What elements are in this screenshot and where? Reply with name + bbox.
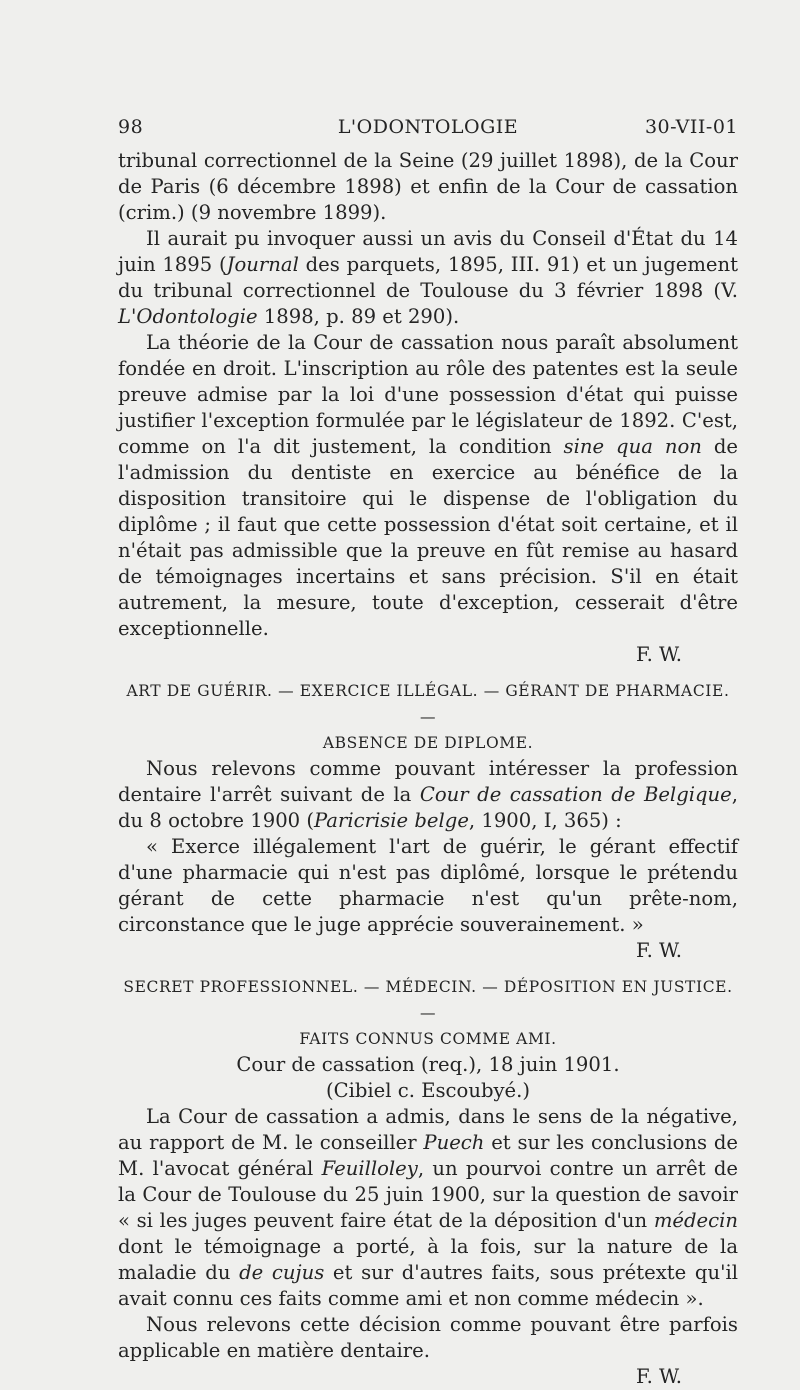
case-reference: (Cibiel c. Escoubyé.)	[325, 1079, 531, 1102]
signature: F. W.	[636, 939, 682, 962]
paragraph: La Cour de cassation a admis, dans le sens de la négative, au rapport de M. le conseiller Puech et sur les conclusions de M. l'avocat général Feuilloley, un pourvoi contre un arrêt de la Cour de Toulouse du 25 juin 1900, sur la question de savoir « si les juges peuvent faire état de la déposition d'un médecin dont le témoignage a porté, à la fois, sur la nature de la maladie du de cujus et sur d'autres faits, sous prétexte qu'il avait connu ces faits comme ami et non comme médecin ».	[118, 1105, 739, 1310]
paragraph: Il aurait pu invoquer aussi un avis du Conseil d'État du 14 juin 1895 (Journal des parquets, 1895, III. 91) et un jugement du tribunal correctionnel de Toulouse du 3 février 1898 (V. L'Odontologie 1898, p. 89 et 290).	[118, 227, 738, 328]
section-heading: ART DE GUÉRIR. — EXERCICE ILLÉGAL. — GÉRANT DE PHARMACIE. —	[126, 682, 730, 726]
running-header	[118, 116, 738, 142]
page-number: 98	[118, 116, 144, 138]
journal-title: L'ODONTOLOGIE	[337, 116, 519, 138]
section-heading: FAITS CONNUS COMME AMI.	[299, 1030, 557, 1048]
signature: F. W.	[636, 643, 682, 666]
case-reference: Cour de cassation (req.), 18 juin 1901.	[236, 1053, 620, 1076]
paragraph: Nous relevons comme pouvant intéresser la profession dentaire l'arrêt suivant de la Cour de cassation de Belgique, du 8 octobre 1900 (Paricrisie belge, 1900, I, 365) :	[118, 757, 739, 832]
issue-date: 30-VII-01	[644, 116, 738, 138]
section-heading: SECRET PROFESSIONNEL. — MÉDECIN. — DÉPOSITION EN JUSTICE. —	[123, 978, 733, 1022]
paragraph: La théorie de la Cour de cassation nous paraît absolument fondée en droit. L'inscription au rôle des patentes est la seule preuve admise par la loi d'une possession d'état qui puisse justifier l'exception formulée par le législateur de 1892. C'est, comme on l'a dit justement, la condition sine qua non de l'admission du dentiste en exercice au bénéfice de la disposition transitoire qui le dispense de l'obligation du diplôme ; il faut que cette possession d'état soit certaine, et il n'était pas admissible que la preuve en fût remise au hasard de témoignages incertains et sans précision. S'il en était autrement, la mesure, toute d'exception, cesserait d'être exceptionnelle.	[118, 331, 739, 640]
paragraph: tribunal correctionnel de la Seine (29 juillet 1898), de la Cour de Paris (6 décembre 1898) et enfin de la Cour de cassation (crim.) (9 novembre 1899).	[118, 149, 738, 224]
signature: F. W.	[636, 1365, 682, 1388]
paragraph: « Exerce illégalement l'art de guérir, le gérant effectif d'une pharmacie qui n'est pas diplômé, lorsque le prétendu gérant de cette pharmacie n'est qu'un prête-nom, circonstance que le juge apprécie souverainement. »	[118, 835, 738, 936]
paragraph: Nous relevons cette décision comme pouvant être parfois applicable en matière dentaire.	[118, 1313, 738, 1362]
page-body	[118, 148, 738, 1390]
section-heading: ABSENCE DE DIPLOME.	[322, 734, 534, 752]
